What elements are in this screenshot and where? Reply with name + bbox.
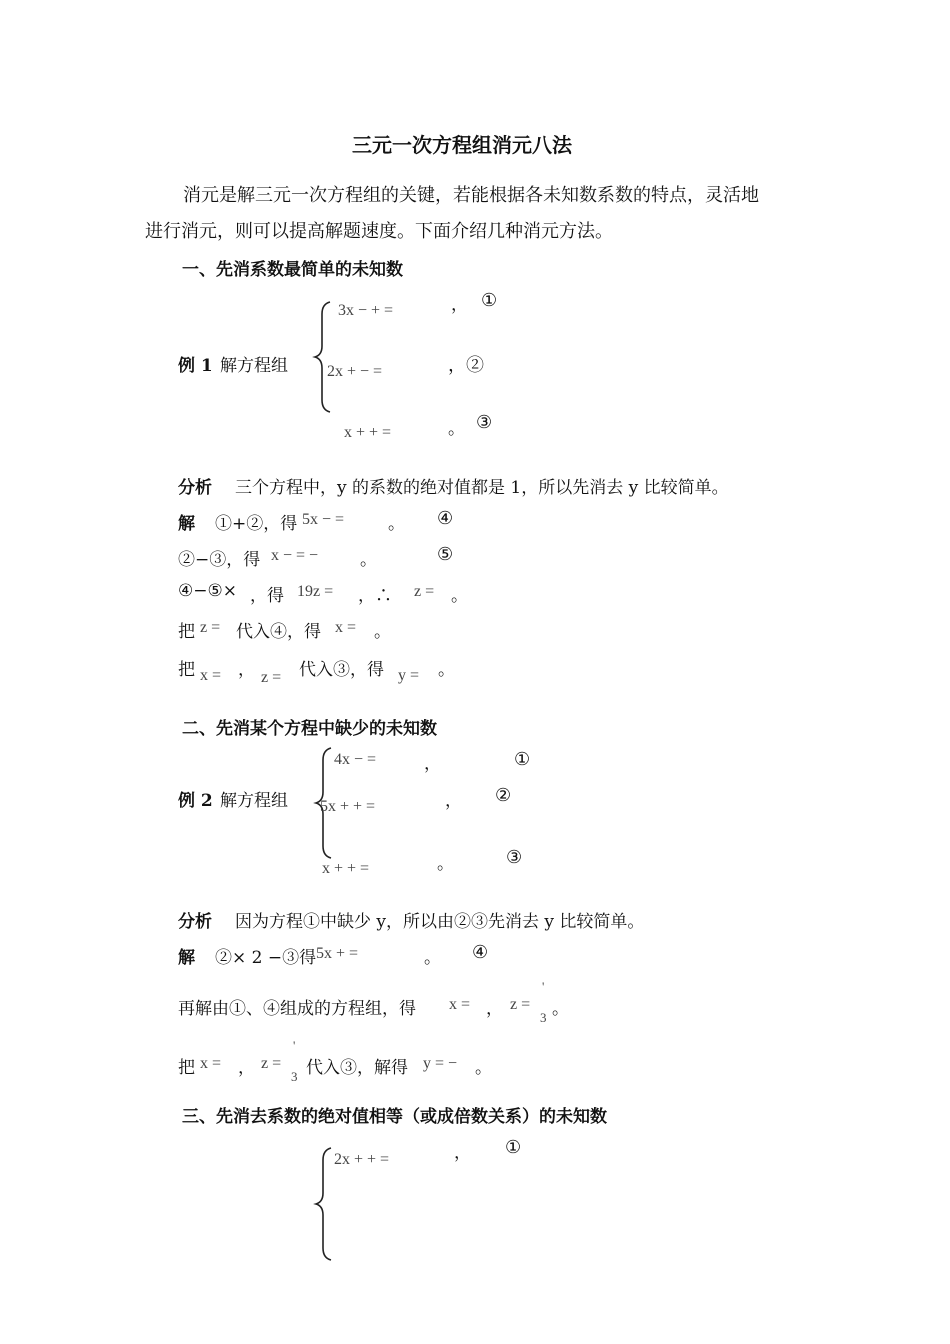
example-2-eq-3-mark: ③	[506, 847, 523, 868]
solution-1-step-5-comma: ，	[238, 660, 255, 680]
solution-1-step-2: ②−③，得	[178, 550, 261, 570]
solution-2-step-3: 把	[178, 1058, 195, 1078]
solution-1-step-2-end: 。	[360, 550, 377, 570]
solution-2-step-3-end: 。	[475, 1058, 492, 1078]
solution-1-step-3-end: 。	[451, 586, 468, 606]
solution-1-step-3-c: ，∴	[358, 586, 392, 606]
analysis-2-text: 因为方程①中缺少 y，所以由②③先消去 y 比较简单。	[235, 912, 645, 932]
solution-2-step-2-eq-x: x =	[449, 996, 471, 1013]
intro-line-2: 进行消元，则可以提高解题速度。下面介绍几种消元方法。	[145, 221, 613, 242]
example-3-eq-1: 2x + + =	[334, 1151, 390, 1168]
example-2-eq-1-punct: ，	[424, 754, 441, 774]
solution-1-step-1-mark: ④	[437, 508, 454, 529]
solution-1-step-5-eq-z: z =	[261, 669, 282, 686]
example-2-text: 解方程组	[220, 791, 288, 811]
intro-line-1: 消元是解三元一次方程组的关键，若能根据各未知数系数的特点，灵活地	[183, 185, 759, 206]
example-2-eq-2-punct: ，	[445, 791, 462, 811]
analysis-1-label: 分析	[178, 478, 212, 498]
solution-2-step-2-frac-top: '	[542, 979, 545, 994]
solution-2-step-2-frac-bot: 3	[540, 1010, 547, 1025]
solution-1-step-5-eq-x: x =	[200, 667, 222, 684]
example-1-eq-3-mark: ③	[476, 412, 493, 433]
example-1-eq-3-punct: 。	[448, 419, 465, 439]
solution-1-label: 解	[178, 514, 195, 534]
solution-2-step-3-eq-x: x =	[200, 1055, 222, 1072]
example-3-eq-1-punct: ，	[454, 1143, 471, 1163]
solution-2-step-3-eq-z: z =	[261, 1055, 282, 1072]
solution-2-step-3-comma: ，	[238, 1058, 255, 1078]
brace-1	[312, 300, 336, 414]
analysis-2-label: 分析	[178, 912, 212, 932]
solution-1-step-4-end: 。	[374, 622, 391, 642]
example-1-eq-1-punct: ，	[451, 295, 468, 315]
example-2-eq-3: x + + =	[322, 860, 370, 877]
solution-2-step-3-eq-y: y = −	[423, 1055, 458, 1072]
page-title: 三元一次方程组消元八法	[352, 133, 572, 157]
solution-1-step-4-b: 代入④，得	[236, 622, 321, 642]
solution-1-step-3-b: ，得	[250, 586, 284, 606]
example-2-eq-2-mark: ②	[495, 785, 512, 806]
example-3-eq-1-mark: ①	[505, 1137, 522, 1158]
solution-2-step-1-end: 。	[424, 948, 441, 968]
solution-1-step-3-eq: 19z =	[297, 583, 334, 600]
solution-1-step-5-eq-y: y =	[398, 667, 420, 684]
example-1-eq-2-punct: ，②	[448, 355, 484, 376]
solution-1-step-4-eq-2: x =	[335, 619, 357, 636]
analysis-1-text: 三个方程中，y 的系数的绝对值都是 1，所以先消去 y 比较简单。	[235, 478, 729, 498]
example-1-label: 例 1	[178, 356, 213, 376]
solution-1-step-5: 把	[178, 660, 195, 680]
solution-1-step-3: ④−⑤×	[178, 581, 237, 601]
solution-2-step-2-comma: ，	[486, 999, 503, 1019]
solution-1-step-5-end: 。	[438, 660, 455, 680]
example-1-text: 解方程组	[220, 356, 288, 376]
solution-2-step-2-end: 。	[552, 999, 569, 1019]
section-2-heading: 二、先消某个方程中缺少的未知数	[182, 719, 437, 739]
solution-2-step-1: ②× 2 −③得	[215, 948, 317, 968]
solution-1-step-1-eq: 5x − =	[302, 511, 345, 528]
example-2-eq-3-punct: 。	[437, 854, 454, 874]
example-1-eq-2: 2x + − =	[327, 363, 383, 380]
solution-1-step-4: 把	[178, 622, 195, 642]
section-1-heading: 一、先消系数最简单的未知数	[182, 260, 403, 280]
solution-2-step-3-frac-bot: 3	[291, 1069, 298, 1084]
solution-1-step-4-eq: z =	[200, 619, 221, 636]
solution-2-label: 解	[178, 948, 195, 968]
solution-1-step-1-end: 。	[388, 514, 405, 534]
solution-1-step-3-eq-2: z =	[414, 583, 435, 600]
example-1-eq-1-mark: ①	[481, 290, 498, 311]
solution-2-step-2-eq-z: z =	[510, 996, 531, 1013]
solution-2-step-3-b: 代入③，解得	[306, 1058, 408, 1078]
solution-2-step-1-eq: 5x + =	[316, 945, 359, 962]
solution-1-step-2-mark: ⑤	[437, 544, 454, 565]
solution-1-step-5-b: 代入③，得	[299, 660, 384, 680]
solution-1-step-1: ①+②，得	[215, 514, 298, 534]
solution-2-step-1-mark: ④	[472, 942, 489, 963]
solution-1-step-2-eq: x − = −	[271, 547, 319, 564]
example-2-eq-1-mark: ①	[514, 749, 531, 770]
solution-2-step-3-frac-top: '	[293, 1038, 296, 1053]
example-2-eq-2: 5x + + =	[320, 798, 376, 815]
example-1-eq-3: x + + =	[344, 424, 392, 441]
example-2-label: 例 2	[178, 791, 213, 811]
example-2-eq-1: 4x − =	[334, 751, 377, 768]
solution-2-step-2: 再解由①、④组成的方程组，得	[178, 999, 416, 1019]
section-3-heading: 三、先消去系数的绝对值相等（或成倍数关系）的未知数	[182, 1107, 607, 1127]
example-1-eq-1: 3x − + =	[338, 302, 394, 319]
